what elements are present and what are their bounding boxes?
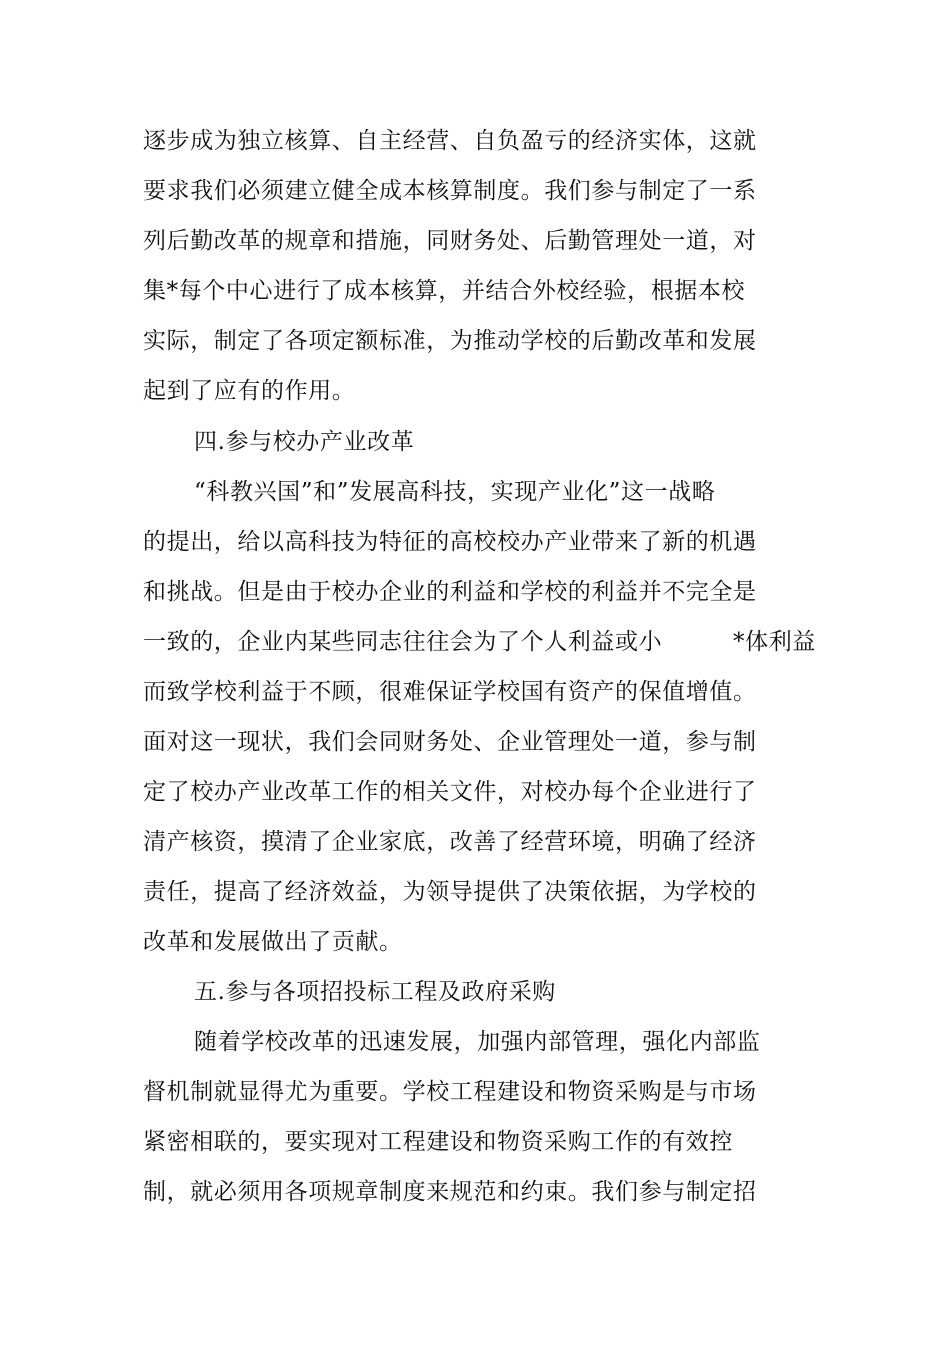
paragraph-line-19: 紧密相联的，要实现对工程建设和物资采购工作的有效控 — [143, 1129, 733, 1155]
section-heading-5: 五.参与各项招投标工程及政府采购 — [194, 979, 556, 1005]
paragraph-line-7: “科教兴国”和”发展高科技，实现产业化”这一战略 — [194, 479, 716, 505]
paragraph-line-2: 要求我们必须建立健全成本核算制度。我们参与制定了一系 — [143, 178, 757, 204]
paragraph-line-6: 起到了应有的作用。 — [143, 378, 356, 404]
paragraph-line-10: 一致的，企业内某些同志往往会为了个人利益或小 *体利益 — [143, 629, 816, 655]
paragraph-line-15: 责任，提高了经济效益，为领导提供了决策依据，为学校的 — [143, 879, 757, 905]
paragraph-line-11: 而致学校利益于不顾，很难保证学校国有资产的保值增值。 — [143, 679, 757, 705]
section-heading-4: 四.参与校办产业改革 — [194, 429, 415, 455]
paragraph-line-3: 列后勤改革的规章和措施，同财务处、后勤管理处一道，对 — [143, 228, 757, 254]
paragraph-line-4: 集*每个中心进行了成本核算，并结合外校经验，根据本校 — [143, 278, 746, 304]
paragraph-line-13: 定了校办产业改革工作的相关文件，对校办每个企业进行了 — [143, 779, 757, 805]
paragraph-line-8: 的提出，给以高科技为特征的高校校办产业带来了新的机遇 — [143, 529, 757, 555]
paragraph-line-1: 逐步成为独立核算、自主经营、自负盈亏的经济实体，这就 — [143, 128, 757, 154]
paragraph-line-17: 随着学校改革的迅速发展，加强内部管理，强化内部监 — [194, 1029, 761, 1055]
paragraph-line-20: 制，就必须用各项规章制度来规范和约束。我们参与制定招 — [143, 1179, 757, 1205]
paragraph-line-12: 面对这一现状，我们会同财务处、企业管理处一道，参与制 — [143, 729, 757, 755]
paragraph-line-9: 和挑战。但是由于校办企业的利益和学校的利益并不完全是 — [143, 579, 757, 605]
paragraph-line-18: 督机制就显得尤为重要。学校工程建设和物资采购是与市场 — [143, 1079, 757, 1105]
paragraph-line-5: 实际，制定了各项定额标准，为推动学校的后勤改革和发展 — [143, 328, 757, 354]
paragraph-line-14: 清产核资，摸清了企业家底，改善了经营环境，明确了经济 — [143, 829, 757, 855]
paragraph-line-16: 改革和发展做出了贡献。 — [143, 929, 403, 955]
